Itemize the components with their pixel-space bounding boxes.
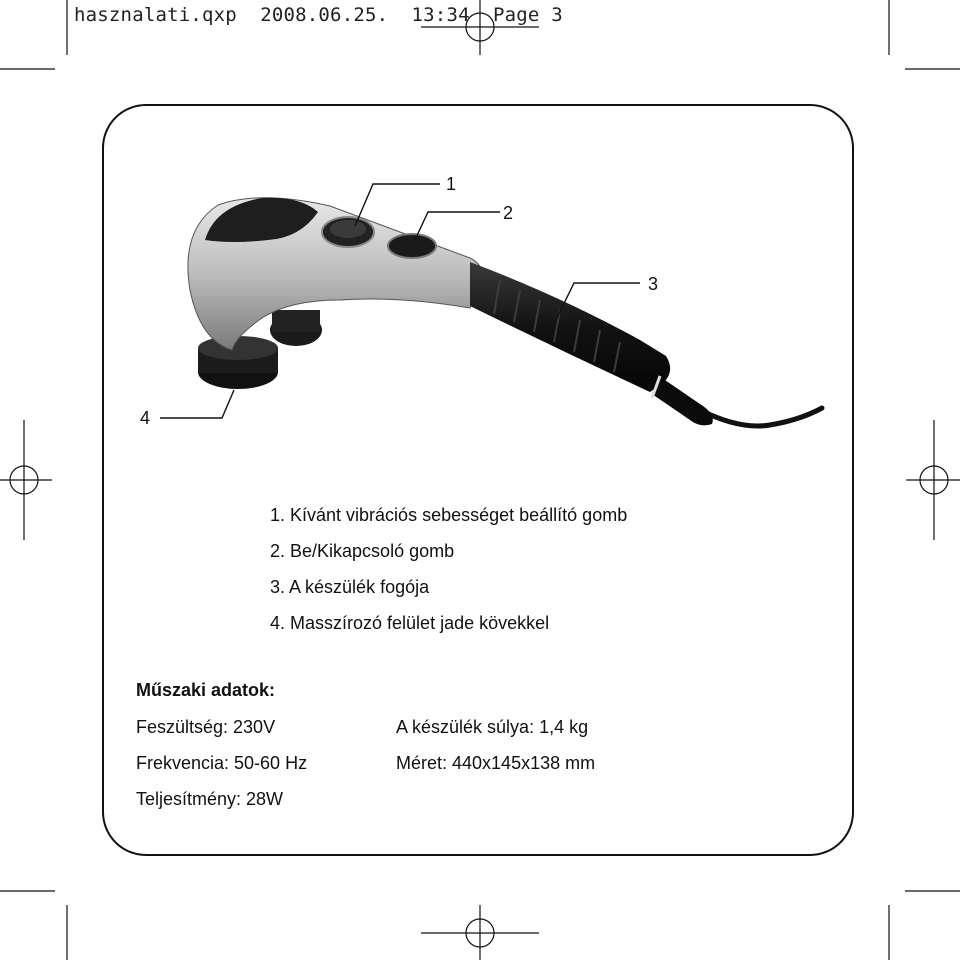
parts-legend xyxy=(270,497,627,641)
legend-item: 1. Kívánt vibrációs sebességet beállító gomb xyxy=(270,505,628,525)
callout-3: 3 xyxy=(648,274,659,294)
spec-size: Méret: 440x145x138 mm xyxy=(396,753,596,773)
callout-4: 4 xyxy=(140,408,151,428)
power-button xyxy=(388,234,436,258)
specs-heading: Műszaki adatok: xyxy=(136,680,276,700)
callout-2: 2 xyxy=(503,203,514,223)
callout-1: 1 xyxy=(446,174,457,194)
power-cord xyxy=(700,408,822,426)
spec-power: Teljesítmény: 28W xyxy=(136,789,284,809)
print-slug-line: hasznalati.qxp 2008.06.25. 13:34 Page 3 xyxy=(74,4,563,26)
spec-voltage: Feszültség: 230V xyxy=(136,717,276,737)
legend-item: 3. A készülék fogója xyxy=(270,577,430,597)
legend-item: 2. Be/Kikapcsoló gomb xyxy=(270,541,455,561)
spec-frequency: Frekvencia: 50-60 Hz xyxy=(136,753,308,773)
spec-weight: A készülék súlya: 1,4 kg xyxy=(396,717,589,737)
legend-item: 4. Masszírozó felület jade kövekkel xyxy=(270,613,550,633)
leader-4 xyxy=(160,390,234,418)
